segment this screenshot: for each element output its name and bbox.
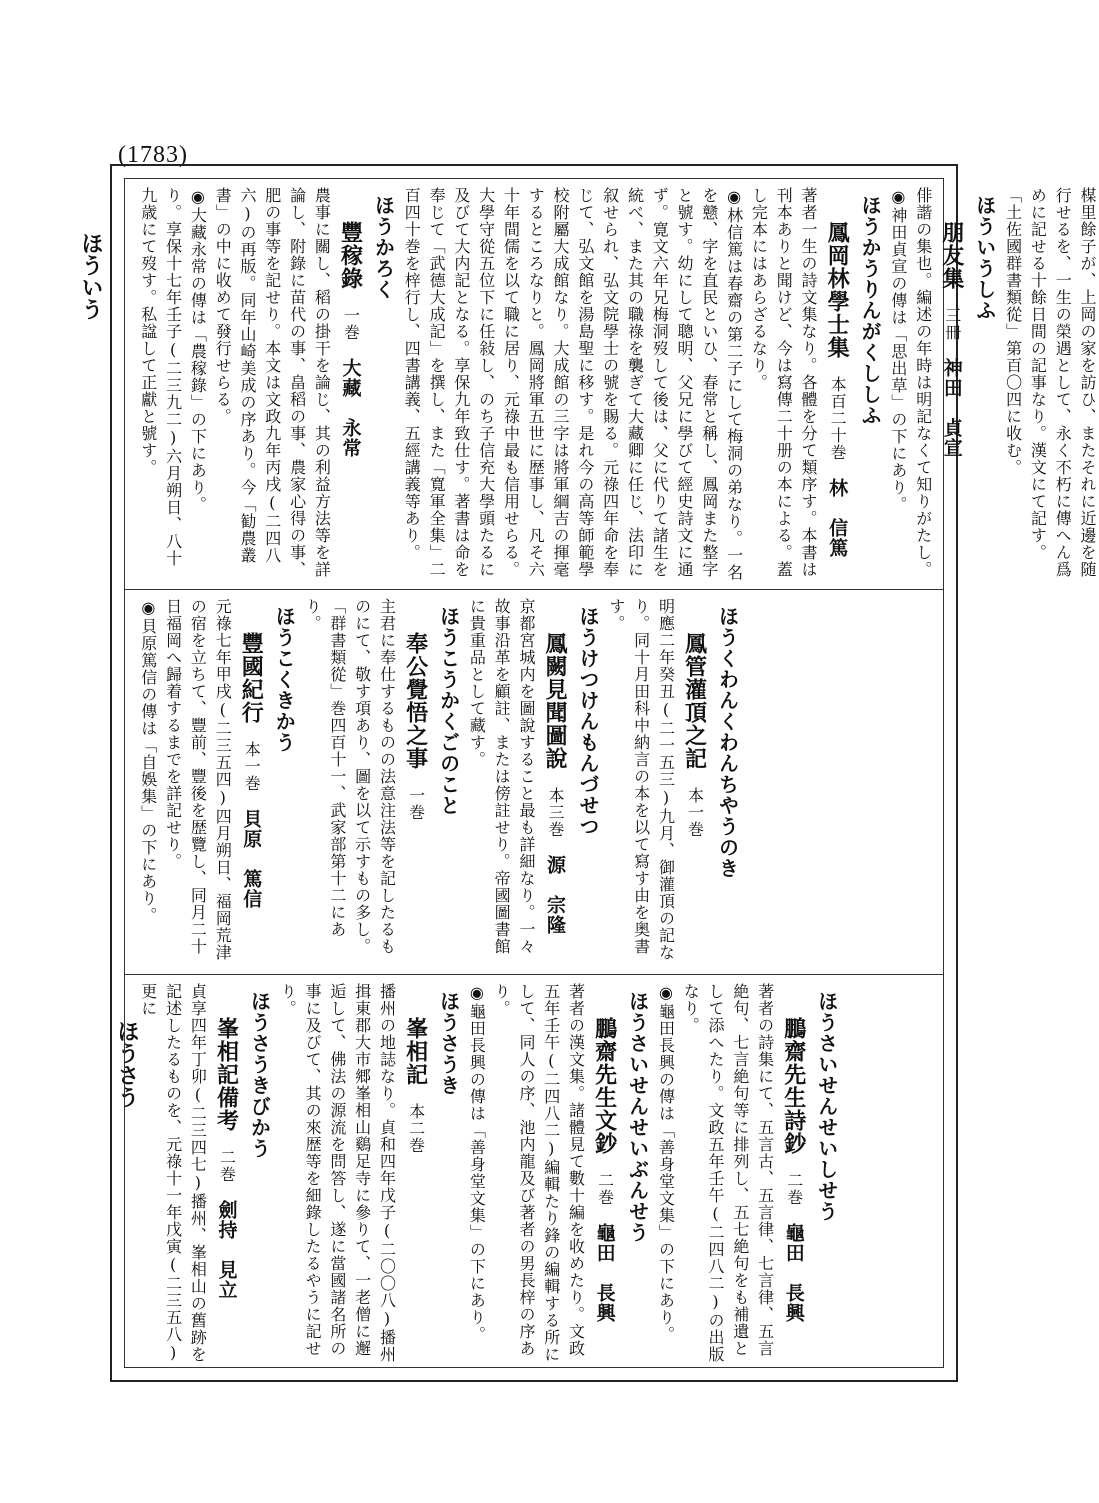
entry-author: 貝原 篤信 <box>240 809 263 909</box>
section-bottom-text <box>135 983 842 1363</box>
entry-kana: ほういうしふ <box>972 195 997 321</box>
entry-body: 播州の地誌なり。貞和四年戊子(二〇〇八)播州揖東郡大市郷峯相山鷄足寺に參りて、一老僧に邂逅して、佛法の源流を問答し、遂に當國諸名所の事に及びて、其の來歴等を細錄したるやうに記せり。 <box>278 983 397 1363</box>
entry-author: 大藏 永常 <box>339 358 362 458</box>
running-head-top: ほういう <box>78 232 104 320</box>
entry-title: 鵬齋先生詩鈔 <box>780 1017 807 1155</box>
entry-title: 豐國紀行 <box>238 632 265 724</box>
entry-title: 鵬齋先生文鈔 <box>591 1017 618 1155</box>
trailing-text: 元祿七年甲戌(二三五四)四月朔日、福岡荒津の宿を立ちて、豐前、豐後を歴覽し、同月二十日福岡へ歸着するまでを詳記せり。 <box>163 598 233 961</box>
entry-kana: ほうかうりんがくししふ <box>858 195 883 426</box>
entry-meta: 二巻 <box>784 1172 804 1206</box>
page-number: (1783) <box>118 142 188 168</box>
entry-kana: ほうけつけんもんづせつ <box>576 606 601 837</box>
entry-title: 鳳管灌頂之記 <box>681 632 708 770</box>
entry-meta: 二巻 <box>595 1172 615 1206</box>
entry-meta: 本百二十巻 <box>828 376 848 461</box>
trailing-note: ◉貝原篤信の傳は「自娛集」の下にあり。 <box>138 598 158 924</box>
entry-body: 農事に關し、稻の掛干を論じ、其の利益方法等を詳論し、附錄に苗代の事、畠稻の事、農家心得の事、肥の事等を記せり。本文は文政九年丙戌(二四八六)の再版。同年山崎美成の序あり。今「勧農叢書」の中に收めて發行せらる。 <box>213 187 332 578</box>
entry-kana: ほうこうかくごのこと <box>436 606 461 816</box>
entry-meta: 三冊 <box>942 307 962 341</box>
section-bottom <box>125 975 943 1371</box>
entry-note: ◉龜田長興の傳は「善身堂文集」の下にあり。 <box>656 983 676 1343</box>
entry-body: 著者の漢文集。諸體見て數十編を收めたり。文政五年壬午(二四八二)編輯たり鋒の編輯する所にして、同人の序、池内龍及び著者の男長梓の序あり。 <box>492 983 586 1363</box>
section-middle-text <box>135 598 743 966</box>
entry-meta: 本二巻 <box>406 1103 426 1154</box>
entry-author: 林 信篤 <box>826 478 849 558</box>
entry-kana: ほうさうき <box>436 991 461 1096</box>
entry-title: 峯相記備考 <box>213 1017 240 1132</box>
entry-title: 奉公覺悟之事 <box>402 632 429 770</box>
entry-kana: ほうさいせんせいぶんせう <box>625 991 650 1243</box>
entry-author: 龜田 長興 <box>782 1223 805 1323</box>
entry-body: 明應二年癸丑(二一五三)九月、御灌頂の記なり。同十月田科中納言の本を以て寫す由を奥書す。 <box>606 598 676 961</box>
running-head-bottom: ほうさう <box>114 1020 140 1108</box>
entry-body: 著者の詩集にて、五言古、五言律、七言律、五言絶句、七言絶句等に排列し、五七絶句をも補遺として添へたり。文政五年壬午(二四八二)の出版なり。 <box>681 983 775 1363</box>
entry-kana: ほうくわんくわんちやうのき <box>715 606 740 879</box>
page-frame-inner <box>124 178 1097 1368</box>
entry-author: 劍持 見立 <box>215 1200 238 1300</box>
entry-meta: 本三巻 <box>546 787 566 838</box>
entry-note: ◉大藏永常の傳は「農稼錄」の下にあり。 <box>188 187 208 513</box>
section-middle <box>125 590 943 974</box>
entry-body: 京都宮城内を圖說すること最も詳細なり。一々故事沿革を顧註、または傍註せり。帝國圖書館に貴重品として藏す。 <box>467 598 536 955</box>
entry-body: 貞享四年丁卯(二三四七)播州、峯相山の舊跡を記述したるものを、元祿十一年戊寅(二三五八)更に <box>138 983 208 1363</box>
entry-title: 峯相記 <box>402 1017 429 1086</box>
section-top-text <box>135 187 1099 581</box>
entry-kana: ほうさいせんせいしせう <box>814 991 839 1222</box>
entry-author: 源 宗隆 <box>544 855 567 935</box>
section-top <box>125 179 1097 589</box>
entry-body: 主君に奉仕するものの法意注法等を記したるものにて、敬す項あり、圖を以て示すもの多し。「群書類從」巻四百十一、武家部第十二にあり。 <box>303 598 397 955</box>
entry-kana: ほうさうきびかう <box>247 991 272 1159</box>
entry-meta: 一巻 <box>341 307 361 341</box>
entry-author: 神田 貞宣 <box>940 358 963 458</box>
entry-kana: ほうこくきかう <box>272 606 297 753</box>
entry-note: ◉林信篤は春齋の第二子にして梅洞の弟なり。一名を戆、字を直民といひ、春常と稱し、鳳岡また整字と號す。幼にして聰明、父兄に學びて經史詩文に通ず。寛文六年兄梅洞歿して後は、父に代りて諸生を統べ、また其の職祿を襲ぎて大藏卿に任じ、法印に叙せられ、弘文院學士の號を賜る。元祿四年命を奉じて、弘文館を湯島聖に移す。是れ今の高等師範學校附屬大成館なり。大成館の三字は將軍綱吉の揮毫するところなりと。鳳岡將軍五世に歴事し、凡そ六十年間儒を以て職に居り、元祿中最も信用せらる。大學守從五位下に任敍し、のち子信充大學頭たるに及びて大内記となる。享保九年致仕す。著書は命を奉じて「武德大成記」を撰し、また「寬軍全集」二百四十巻を梓行し、四書講義、五經講義等あり。 <box>402 187 744 581</box>
entry-body: 俳諧の集也。編述の年時は明記なくて知りがたし。 <box>913 187 933 578</box>
trailing-text: り。享保十七年壬子(二三九二)六月朔日、八十九歳にて歿す。私諡して正獻と號す。 <box>138 187 183 567</box>
entry-meta: 本一巻 <box>242 741 262 792</box>
entry-note: ◉龜田長興の傳は「善身堂文集」の下にあり。 <box>467 983 487 1343</box>
page-frame <box>110 164 1097 1382</box>
entry-meta: 一巻 <box>406 787 426 821</box>
entry-title: 朋友集 <box>938 221 965 290</box>
entry-title: 鳳岡林學士集 <box>824 221 851 359</box>
entry-kana: ほうかろく <box>371 195 396 300</box>
entry-title: 鳳闕見聞圖說 <box>542 632 569 770</box>
entry-meta: 本一巻 <box>685 787 705 838</box>
entry-meta: 二巻 <box>217 1149 237 1183</box>
entry-author: 龜田 長興 <box>593 1223 616 1323</box>
entry-title: 豐稼錄 <box>337 221 364 290</box>
entry-note: ◉神田貞宣の傳は「思出草」の下にあり。 <box>888 187 908 513</box>
continuation-text: 楳里餘子が、上岡の家を訪ひ、またそれに近邊を随行せるを、一生の榮遇として、永く不朽に傳へん爲めに記せる十餘日間の記事なり。漢文にて記す。「土佐國群書類從」第百〇四に收む。 <box>1003 187 1097 578</box>
entry-body: 著者一生の詩文集なり。各體を分て類序す。本書は刊本ありと聞けど、今は寫傳二十册の本による。蓋し完本にはあらざるなり。 <box>749 187 819 578</box>
